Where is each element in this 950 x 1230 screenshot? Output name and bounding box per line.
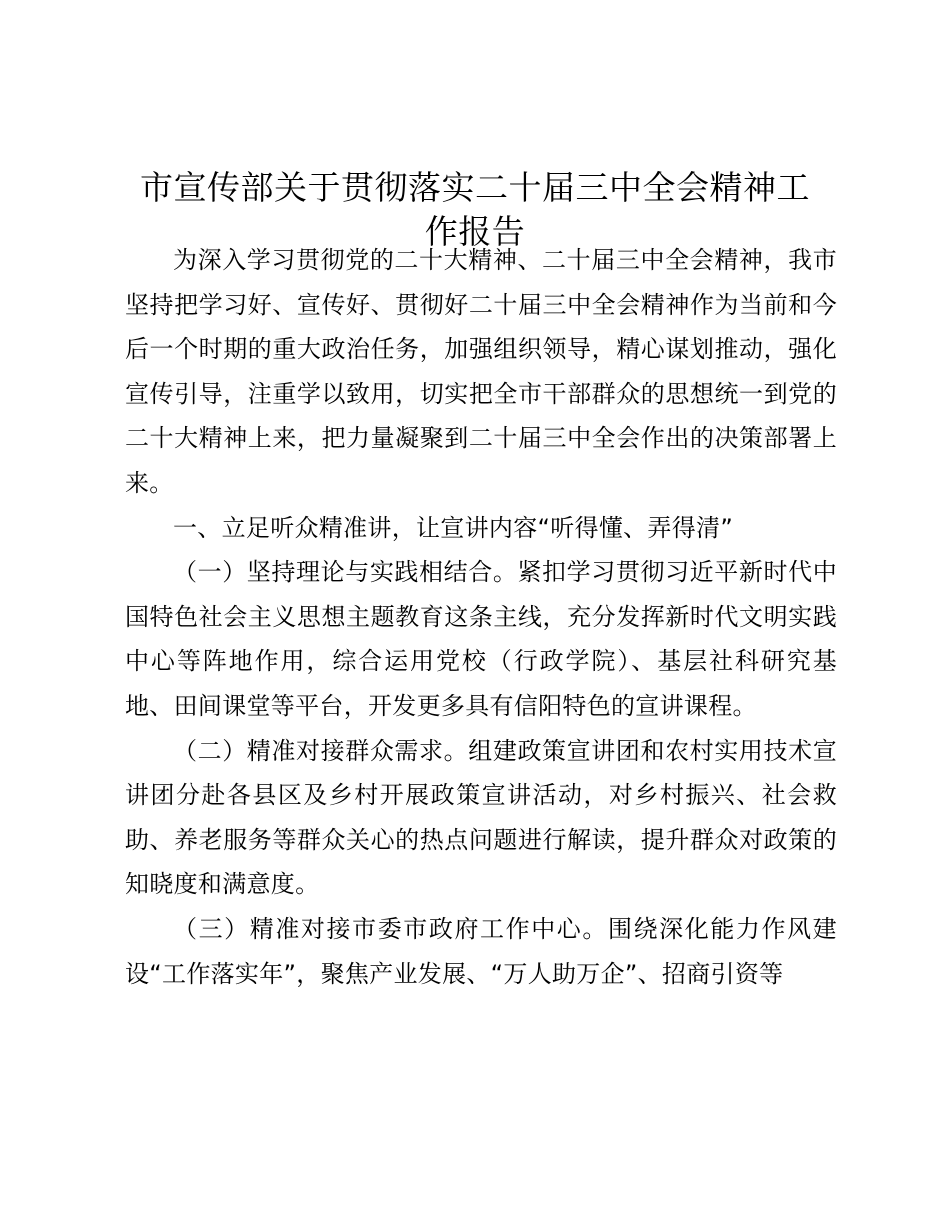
document-body [125, 238, 837, 996]
subsection-paragraph-1: （一）坚持理论与实践相结合。紧扣学习贯彻习近平新时代中国特色社会主义思想主题教育这条主线，充分发挥新时代文明实践中心等阵地作用，综合运用党校（行政学院）、基层社科研究基地、田间课堂等平台，开发更多具有信阳特色的宣讲课程。 [125, 558, 837, 720]
document-title: 市宣传部关于贯彻落实二十届三中全会精神工作报告 [140, 168, 810, 251]
subsection-paragraph-3: （三）精准对接市委市政府工作中心。围绕深化能力作风建设“工作落实年”，聚焦产业发展、“万人助万企”、招商引资等 [125, 914, 837, 988]
intro-paragraph: 为深入学习贯彻党的二十大精神、二十届三中全会精神，我市坚持把学习好、宣传好、贯彻好二十届三中全会精神作为当前和今后一个时期的重大政治任务，加强组织领导，精心谋划推动，强化宣传引导，注重学以致用，切实把全市干部群众的思想统一到党的二十大精神上来，把力量凝聚到二十届三中全会作出的决策部署上来。 [125, 246, 837, 497]
section-heading-1: 一、立足听众精准讲，让宣讲内容“听得懂、弄得清” [173, 513, 734, 542]
subsection-paragraph-2: （二）精准对接群众需求。组建政策宣讲团和农村实用技术宣讲团分赴各县区及乡村开展政策宣讲活动，对乡村振兴、社会救助、养老服务等群众关心的热点问题进行解读，提升群众对政策的知晓度和满意度。 [125, 736, 837, 899]
